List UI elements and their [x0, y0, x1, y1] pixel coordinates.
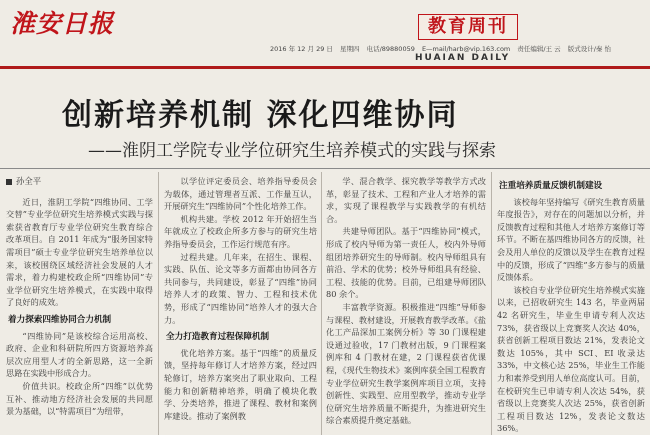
author-name: 孙全平: [16, 176, 42, 186]
headline-divider: [0, 168, 650, 169]
author-byline: [6, 175, 153, 188]
article-column-3: [326, 175, 486, 433]
column-divider: [321, 172, 322, 435]
paragraph: 过程共建。几年来，在招生、课程、实践、队伍、论文等多方面都由协同各方共同参与，共同建设，彰显了“四维”协同培养人才的政策、智力、工程和技术优势，形成了“四维协同”培养人才的强大合力。: [164, 251, 317, 325]
section-title: 教育周刊: [418, 14, 518, 40]
paragraph: 近日，淮阴工学院“四维协同、工学交替”专业学位研究生培养模式实践与探索获省教育厅专业学位研究生教育综合改革项目。自 2011 年成为“服务国家特需项目”硕士专业学位研究生培养单位以来，该校围绕区域经济社会发展的人才需求，着力构建校政企所“四维协同”专业学位研究生培养模式，在实践中取得了良好的成效。: [6, 196, 153, 308]
article-subheadline: ——淮阴工学院专业学位研究生培养模式的实践与探索: [88, 141, 496, 161]
paragraph: 该校自专业学位研究生培养模式实施以来，已招收研究生 143 名，毕业两届 42 名研究生，毕业生申请专利人次达 73%，获省级以上竞赛奖人次达 40%，获省创新工程项目数达 21%，发表论文数达 105%，其中 SCI、EI 收录达 33%，中文核心达 25%，毕业生工作能力和素养受到用人单位高度认可。目前，在校研究生已申请专利人次达 54%，获省级以上竞赛奖人次达 25%，获省创新工程项目数达 12%，发表论文数达 36%。: [497, 284, 645, 433]
column-divider: [158, 172, 159, 435]
contact-phone: 电话/89880059: [366, 45, 415, 53]
paragraph: 机构共建。学校 2012 年开始招生当年就成立了校政企所多方参与的研究生培养指导委员会，工作运行规范有序。: [164, 213, 317, 249]
paragraph: 学、混合教学、探究教学等教学方式改革，彰显了技术、工程和产业人才培养的需求，实现了课程教学与实践教学的有机结合。: [326, 176, 486, 224]
paragraph: 该校每年坚持编写《研究生教育质量年度报告》，对存在的问题加以分析，并反馈教育过程和其他人才培养方案修订等环节。不断在基四维协同各方的反馈，社会及用人单位的反馈以及学生在教育过程中的反馈，形成了“四维”多方参与的质量反馈体系。: [497, 196, 645, 283]
paragraph: 价值共识。校政企所“四维”以优势互补、推动地方经济社会发展的共同愿景为基础，以“特需项目”为纽带，: [6, 380, 153, 417]
article-column-4: [497, 175, 645, 433]
issue-weekday: 星期四: [340, 45, 360, 53]
column-divider: [491, 172, 492, 435]
section-english-title: HUAIAN DAILY: [415, 53, 511, 63]
designer-credit: 版式设计/秦 怡: [567, 45, 611, 53]
newspaper-logo: 淮安日报: [10, 9, 115, 38]
subheading: 注重培养质量反馈机制建设: [499, 181, 603, 191]
article-column-1: [6, 175, 153, 433]
byline-square-icon: [6, 179, 12, 185]
masthead: [0, 0, 650, 69]
contact-email: E—mail/harb@vip.163.com: [421, 45, 511, 53]
paragraph: 以学位评定委员会、培养指导委员会为载体，通过管理者互派、工作量互认，开展研究生“四维协同”个性化培养工作。: [164, 176, 317, 212]
paragraph: 丰富教学资源。积极推进“四维”导师参与课程、教材建设，开展教育教学改革。《盐化工产品深加工案例分析》等 30 门课程建设通过验收，17 门教材出版，9 门课程案例库和 4 门教材在建，2 门课程获省优课程，《现代生物技术》案例库获全国工程教育专业学位研究生教学案例库项目立项，支持创新性、实践型、应用型教学，推动专业学位研究生培养质量不断提升，为推进研究生综合素质提升奠定基础。: [326, 301, 486, 426]
subheading: 着力探索四维协同合力机制: [8, 314, 112, 325]
issue-date: 2016 年 12 月 29 日: [270, 45, 333, 53]
article-column-2: [164, 175, 317, 433]
paragraph: 优化培养方案。基于“四维”的质量反馈，坚持每年修订人才培养方案，经过四轮修订，培养方案突出了职业取向、工程能力和创新精神培养，明确了模块化教学、分类培养，推进了课程、教材和案例库建设。推动了案例教: [164, 347, 317, 421]
issue-meta: [270, 44, 616, 53]
paragraph: “四维协同”是该校综合运用高校、政府、企业和科研院所四方资源培养高层次应用型人才的全新思路，这一全新思路在实践中形成合力。: [6, 330, 153, 379]
subheading: 全力打造教育过程保障机制: [166, 332, 270, 343]
article-headline: 创新培养机制 深化四维协同: [62, 98, 459, 133]
paragraph: 共建导师团队。基于“四维协同”模式，形成了校内导师为第一责任人，校内外导师组团培养研究生的导师制。校内导师组具有前沿、学术的优势；校外导师组具有经验、工程、技能的优势。目前，已组建导师团队 80 余个。: [326, 226, 486, 300]
editor-credit: 责任编辑/王 云: [517, 45, 561, 53]
